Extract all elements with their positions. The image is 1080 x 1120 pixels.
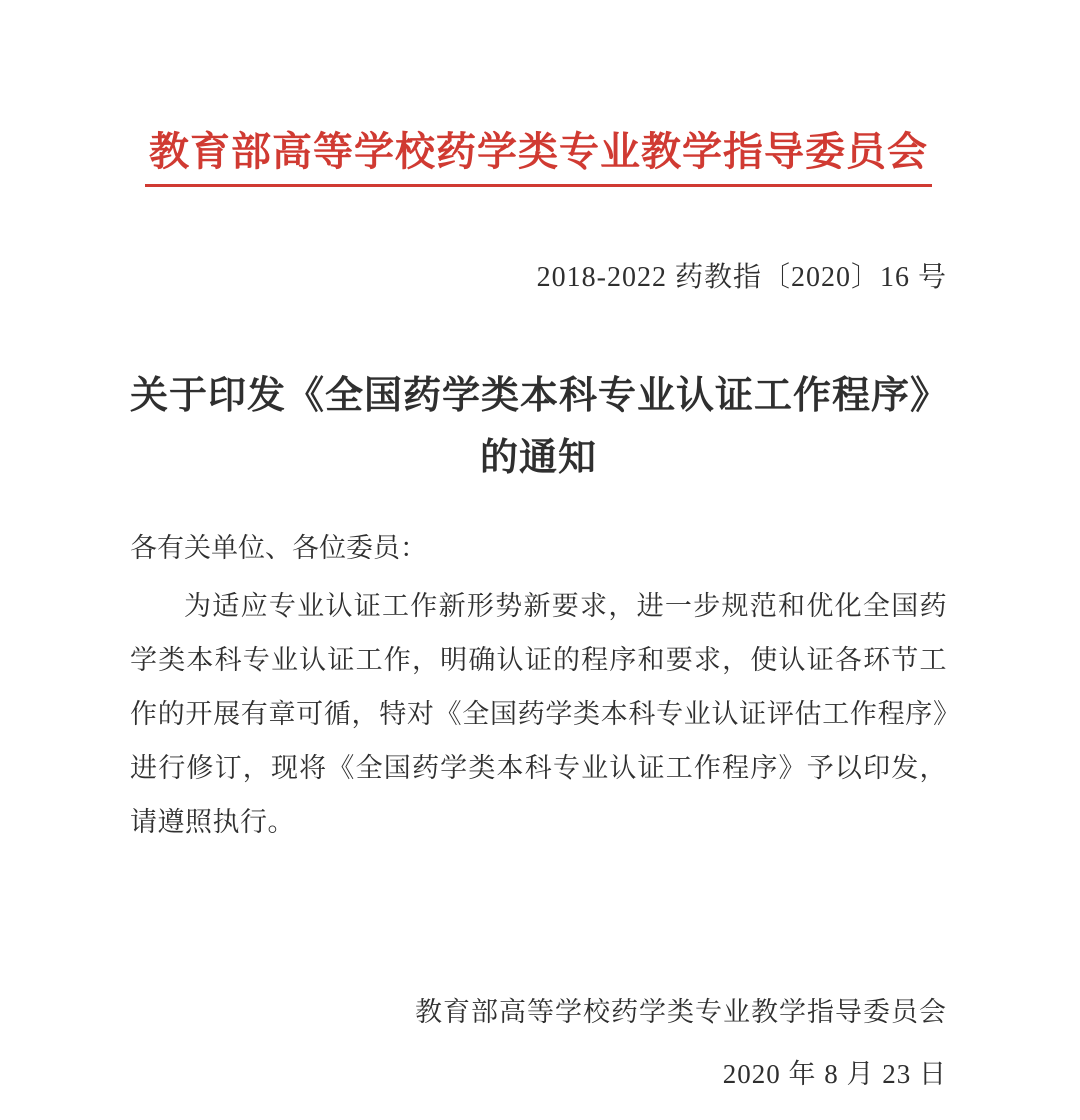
document-title-line-1: 关于印发《全国药学类本科专业认证工作程序》 xyxy=(130,375,950,417)
document-number: 2018-2022 药教指〔2020〕16 号 xyxy=(536,262,947,293)
salutation: 各有关单位、各位委员： xyxy=(130,533,427,563)
body-paragraph: 为适应专业认证工作新形势新要求，进一步规范和优化全国药学类本科专业认证工作，明确认证的程序和要求，使认证各环节工作的开展有章可循，特对《全国药学类本科专业认证评估工作程序》进行修订，现将《全国药学类本科专业认证工作程序》予以印发，请遵照执行。 xyxy=(130,591,947,837)
committee-header xyxy=(130,128,947,187)
signature: 教育部高等学校药学类专业教学指导委员会 xyxy=(415,997,947,1027)
document-title xyxy=(130,365,950,489)
committee-header-text: 教育部高等学校药学类专业教学指导委员会 xyxy=(145,128,932,187)
date: 2020 年 8 月 23 日 xyxy=(722,1059,947,1089)
signature-block xyxy=(130,995,947,1091)
document-title-line-2: 的通知 xyxy=(479,437,597,479)
